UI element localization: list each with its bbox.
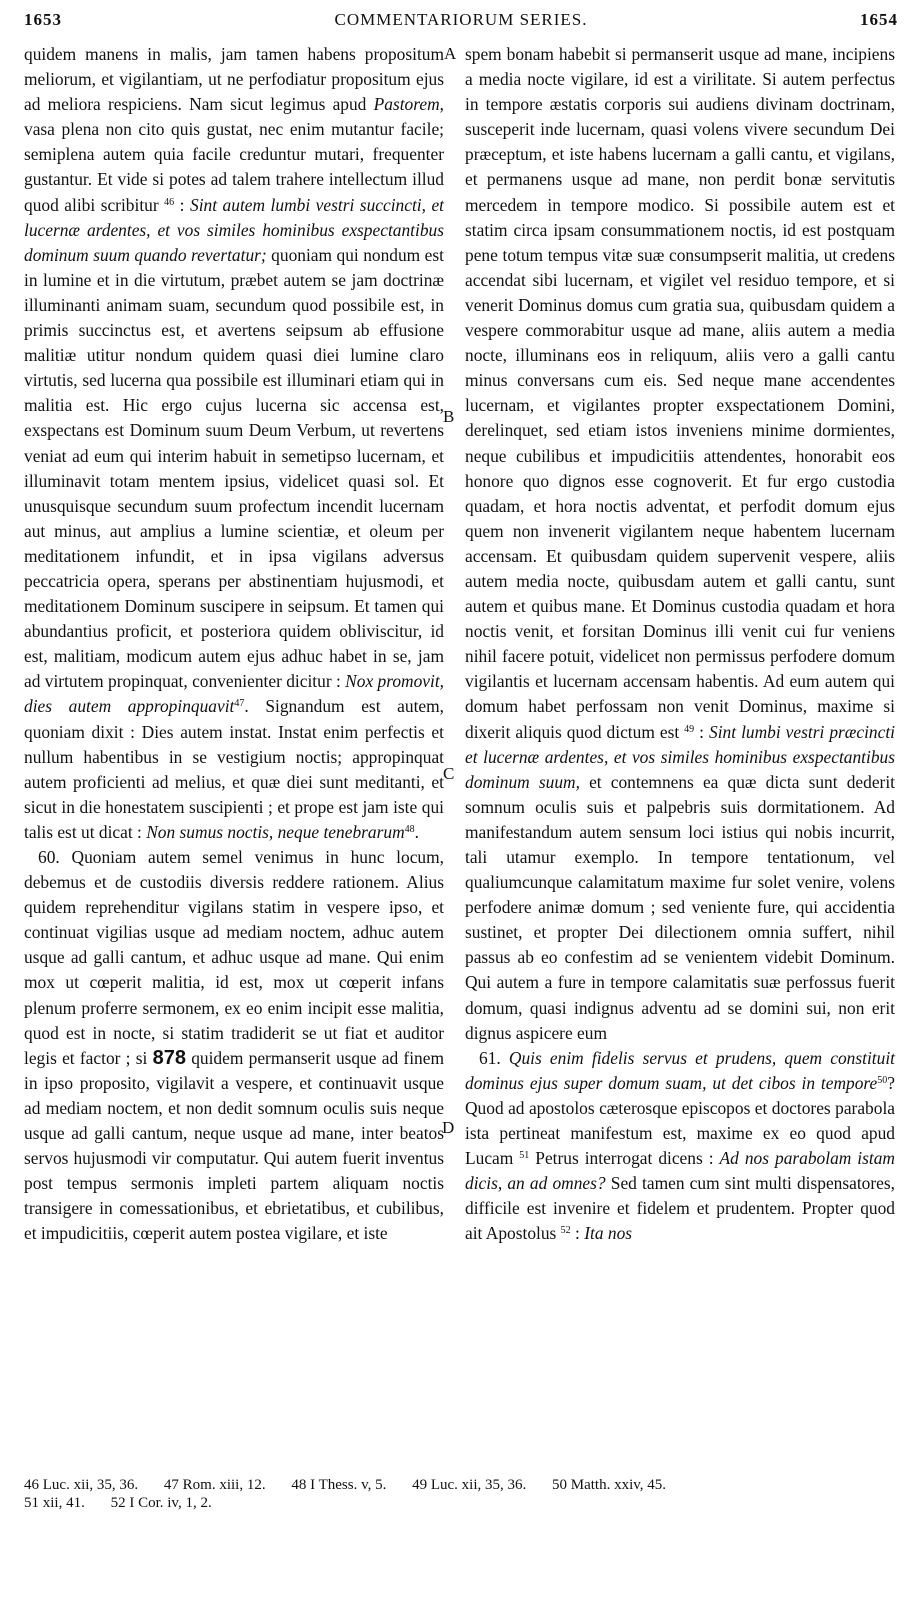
scripture-quote: Nox promovit, dies autem appropinquavit — [24, 671, 445, 717]
scripture-quote: Ita nos — [584, 1223, 633, 1244]
right-column — [465, 42, 895, 1247]
footnote-ref: 48 — [404, 823, 415, 835]
footnote: 47 Rom. xiii, 12. — [163, 1477, 266, 1493]
footnote: 49 Luc. xii, 35, 36. — [412, 1477, 527, 1493]
footnote: 51 xii, 41. — [24, 1495, 85, 1511]
footnotes — [24, 1476, 898, 1512]
footnote-ref: 49 — [684, 723, 695, 735]
scripture-quote: Ad nos parabolam istam dicis, an ad omnes? — [465, 1148, 895, 1194]
footnote: 48 I Thess. v, 5. — [291, 1477, 387, 1493]
margin-marker-c: C — [443, 764, 455, 783]
margin-marker-d: D — [442, 1118, 455, 1137]
italic-text: Pastorem — [373, 94, 440, 115]
scripture-quote: Non sumus noctis, neque tenebrarum — [146, 821, 405, 842]
column-number-right: 1654 — [860, 10, 898, 29]
paragraph-61: 61. Quis enim fidelis servus et prudens, quem constituit dominus ejus super domum suam, ut det cibos in tempore$^{50}$? Quod ad apostolos cæterosque episcopos et doctores parabola ista pertineat manifestum est, maxime ex eo quod apud Lucam $^{51}$ Petrus interrogat dicens : Ad nos parabolam istam dicis, an ad omnes? Sed tamen cum sint multi dispensatores, difficile est invenire et fidelem et prudentem. Propter quod ait Apostolus $^{52}$ : Ita nos — [465, 1047, 895, 1244]
original-page-number: 878 — [152, 1046, 186, 1069]
margin-marker-a: A — [444, 44, 457, 63]
footnote-ref: 50 — [877, 1074, 888, 1086]
scripture-quote: Sint lumbi vestri præcincti et lucernæ ardentes, et vos similes hominibus exspectantibus dominum suum, — [465, 721, 896, 792]
footnote: 52 I Cor. iv, 1, 2. — [110, 1495, 212, 1511]
footnote-ref: 51 — [519, 1150, 530, 1162]
footnote-line — [24, 1476, 898, 1494]
paragraph-60: 60. Quoniam autem semel venimus in hunc locum, debemus et de custodiis diversis reddere rationem. Alius quidem reprehenditur vigilans statim in vespere ipso, et continuat vigilias usque ad mediam noctem, adhuc autem usque ad galli cantum, et adhuc usque ad mane. Qui enim mox ut cœperit malitia, id est, mox ut cœperit infans plenum proferre sermonem, ex eo enim incipit esse malitia, quod est in nocte, si statim tradiderit se ut fiat et auditor legis et factor ; si 878 quidem permanserit usque ad finem in ipso proposito, vigilavit a vespere, et continuavit usque ad mediam noctem, et non dedit somnum oculis suis neque usque ad galli cantum, neque usque ad mane, inter beatos servos hujusmodi vir computatur. Qui autem fuerit inventus post tempus sermonis impleti partem aliquam noctis transigere in comessationibus, et ebrietatibus, et cubilibus, et impudicitiis, cœperit autem postea vigilare, et iste — [24, 847, 444, 1244]
scripture-quote: Quis enim fidelis servus et prudens, quem constituit dominus ejus super domum suam, ut det cibos in tempore — [465, 1047, 895, 1093]
footnote: 50 Matth. xxiv, 45. — [552, 1477, 667, 1493]
paragraph: quidem manens in malis, jam tamen habens propositum meliorum, et vigilantiam, ut ne perfodiatur propositum ejus ad meliora respiciens. Nam sicut legimus apud Pastorem, vasa plena non cito quis gustat, nec enim mutantur facile; semiplena autem quia facile creduntur mutari, frequenter gustantur. Et vide si potes ad talem trahere intellectum illud quod alibi scribitur $^{46}$ : Sint autem lumbi vestri succincti, et lucernæ ardentes, et vos similes hominibus exspectantibus dominum suum quando revertatur; quoniam qui nondum est in lumine et in die virtutum, præbet autem se jam doctrinæ illuminanti animam suam, secundum quod possibile est, in primis succinctus est, et avertens seipsum ab effusione malitiæ utitur nondum quidem quasi diei lumine claro virtutis, sed lucerna qua possibile est illuminari etiam qui in malitia est. Hic ergo cujus lucerna sic accensa est, exspectans est Dominum suum Deum Verbum, ut revertens veniat ad eum qui interim habuit in semetipso lucernam, et illuminavit totam mentem ipsius, videlicet quasi sol. Et unusquisque secundum suum profectum incendit lucernam aut minus, aut amplius a lumine scientiæ, et oleum per meditationem infundit, et in ipsa vigilans adversus peccatricia opera, sperans per abstinentiam hujusmodi, et meditationem Dominum suscipere in seipsum. Et tamen qui abundantius proficit, et posteriora quidem obliviscitur, id est, malitiam, modicum autem ejus adhuc habet in se, jam ad virtutem propinquat, convenienter dicitur : Nox promovit, dies autem appropinquavit$^{47}$. Signandum est autem, quoniam dixit : Dies autem instat. Instat enim perfectis et nullum habentibus in se vestigium noctis; appropinquat autem proficienti ad melius, et quæ diei sunt meditanti, et sicut in die honestatem suscipienti ; et prope est jam iste qui talis est ut dicat : Non sumus noctis, neque tenebrarum$^{48}$. — [24, 44, 445, 842]
footnote-ref: 47 — [234, 698, 245, 710]
left-column — [24, 42, 444, 1247]
footnote-ref: 52 — [560, 1225, 571, 1237]
running-header — [24, 10, 898, 36]
footnote-ref: 46 — [164, 196, 175, 208]
margin-marker-b: B — [443, 407, 455, 426]
paragraph: spem bonam habebit si permanserit usque ad mane, incipiens a media nocte vigilare, id est a virilitate. Si autem perfectus in tempore æstatis corporis sui audiens divinam doctrinam, susceperit inde lucernam, quasi volens vivere secundum Dei præceptum, et iste habens lucernam a galli cantu, et vigilans, et permanens usque ad mane, non perdit bonæ servitutis mercedem in tempore modico. Si possibile autem est et statim circa ipsam consummationem noctis, id est postquam pene totum tempus vitæ suæ consumpserit malitia, ut credens accendat sibi lucernam, et vigilet vel residuo tempore, et si venerit Dominus domus cum gratia sua, quibusdam quidem a vespere commorabitur usque ad mane, aliis autem a media nocte, illuminans eos in reliquum, aliis vero a galli cantu minus conversans cum eis. Sed neque mane accendentes lucernam, et vigilantes propter exspectationem Domini, derelinquet, sed etiam istos inveniens minime dormientes, neque cubilibus et impudicitiis attendentes, honorabit eos honore quo dignos esse cognoverit. Et fur ergo custodia quadam, et hora noctis adventat, et perfodit domum ejus quem non invenerit vigilantem neque habentem lucernam accensam. Et quibusdam quidem supervenit vespere, aliis autem media nocte, quibusdam autem et galli cantu, sunt autem et quibus mane. Et Dominus custodia quadam et hora noctis venit, et forsitan Dominus illi venit cui fur veniens nihil facere potuit, videlicet non permissus perfodere domum vigilantis et lucernam accensam habentis. Ad eum autem qui domum habet perfossam non venit Dominus, maxime si dixerit aliquis quod dictum est $^{49}$ : Sint lumbi vestri præcincti et lucernæ ardentes, et vos similes hominibus exspectantibus dominum suum, et contemnens ea quæ dicta sunt dederit somnum oculis suis et palpebris suis dormitationem. Ad manifestandum autem sensum loci istius qui nobis incurrit, tali utamur exemplo. In tempore tentationum, vel qualiumcunque calamitatum maxime fur solet venire, volens perfodere animæ domum ; sed veniente fure, qui accidentia sustinet, et propter Dei dilectionem omnia suffert, nihil passus ab eo confestim ad se venientem videbit Dominum. Qui autem a fure in tempore calamitatis suæ perfossus fuerit domum, quasi indignus adventu ad se domini sui, non erit dignus aspicere eum — [465, 44, 896, 1043]
footnote: 46 Luc. xii, 35, 36. — [24, 1477, 139, 1493]
scripture-quote: Sint autem lumbi vestri succincti, et lucernæ ardentes, et vos similes hominibus exspectantibus dominum suum quando revertatur; — [24, 194, 445, 265]
column-number-left: 1653 — [24, 10, 62, 29]
running-title: COMMENTARIORUM SERIES. — [334, 10, 588, 29]
footnote-line — [24, 1494, 898, 1512]
